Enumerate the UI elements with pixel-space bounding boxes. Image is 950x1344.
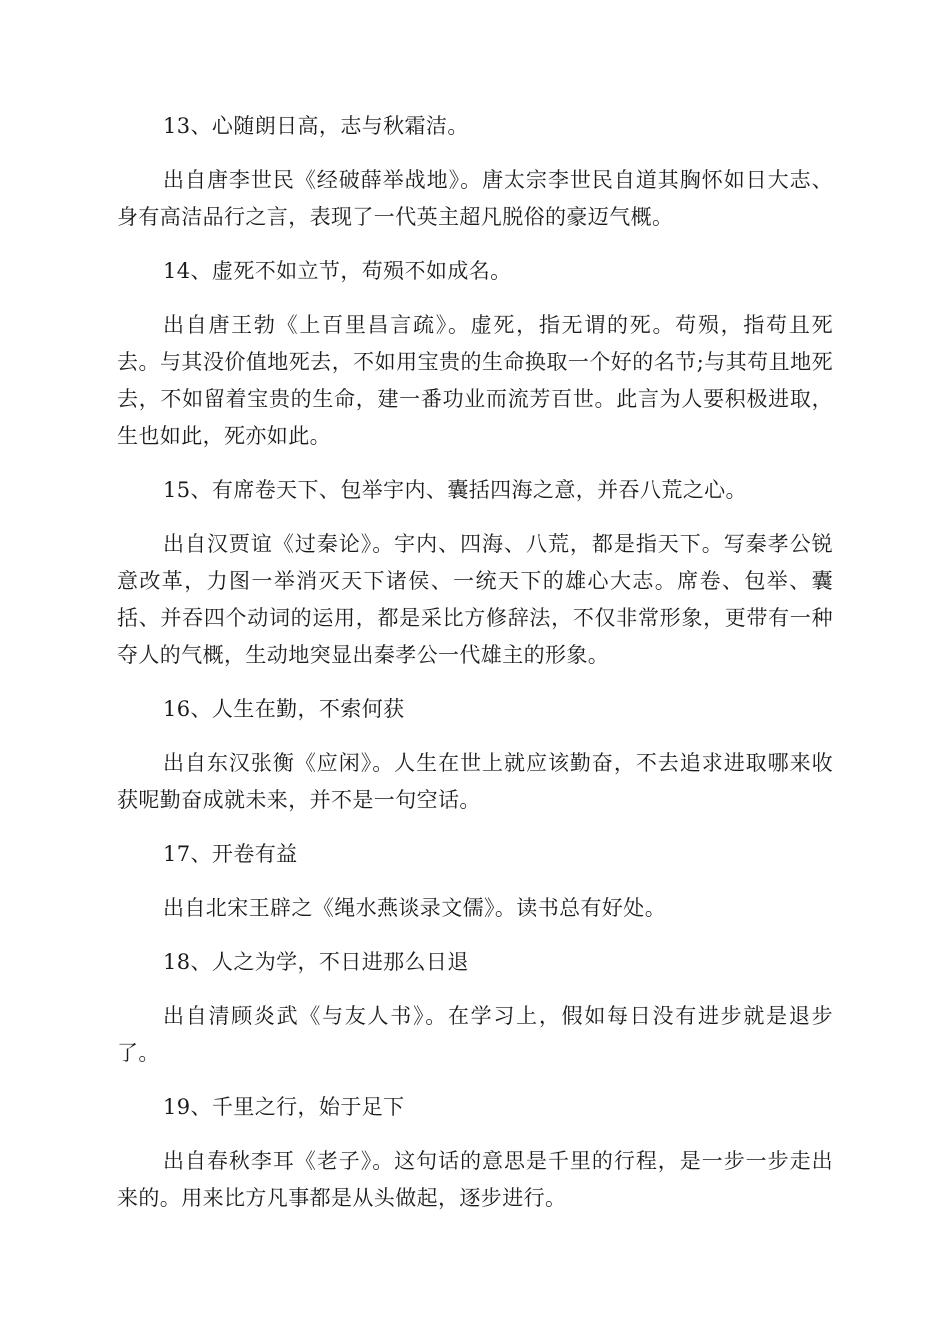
explanation-19: 出自春秋李耳《老子》。这句话的意思是千里的行程，是一步一步走出来的。用来比方凡事都是从头做起，逐步进行。 bbox=[117, 1149, 833, 1210]
heading-13: 13、心随朗日高，志与秋霜洁。 bbox=[163, 114, 469, 138]
explanation-17: 出自北宋王辟之《绳水燕谈录文儒》。读书总有好处。 bbox=[163, 896, 667, 920]
explanation-13: 出自唐李世民《经破薛举战地》。唐太宗李世民自道其胸怀如日大志、身有高洁品行之言，表现了一代英主超凡脱俗的豪迈气概。 bbox=[117, 168, 833, 229]
heading-15: 15、有席卷天下、包举宇内、囊括四海之意，并吞八荒之心。 bbox=[163, 478, 747, 502]
heading-16: 16、人生在勤，不索何获 bbox=[163, 697, 405, 721]
heading-17: 17、开卷有益 bbox=[163, 842, 298, 866]
heading-19: 19、千里之行，始于足下 bbox=[163, 1095, 405, 1119]
document-body bbox=[117, 108, 833, 1234]
explanation-18: 出自清顾炎武《与友人书》。在学习上，假如每日没有进步就是退步了。 bbox=[117, 1004, 833, 1065]
heading-14: 14、虚死不如立节，苟殒不如成名。 bbox=[163, 259, 512, 283]
explanation-14: 出自唐王勃《上百里昌言疏》。虚死，指无谓的死。苟殒，指苟且死去。与其没价值地死去，不如用宝贵的生命换取一个好的名节;与其苟且地死去，不如留着宝贵的生命，建一番功业而流芳百世。此言为人要积极进取，生也如此，死亦如此。 bbox=[117, 313, 833, 448]
heading-18: 18、人之为学，不日进那么日退 bbox=[163, 950, 469, 974]
explanation-16: 出自东汉张衡《应闲》。人生在世上就应该勤奋，不去追求进取哪来收获呢勤奋成就未来，并不是一句空话。 bbox=[117, 751, 833, 812]
explanation-15: 出自汉贾谊《过秦论》。宇内、四海、八荒，都是指天下。写秦孝公锐意改革，力图一举消灭天下诸侯、一统天下的雄心大志。席卷、包举、囊括、并吞四个动词的运用，都是采比方修辞法，不仅非常形象，更带有一种夺人的气概，生动地突显出秦孝公一代雄主的形象。 bbox=[117, 532, 833, 667]
